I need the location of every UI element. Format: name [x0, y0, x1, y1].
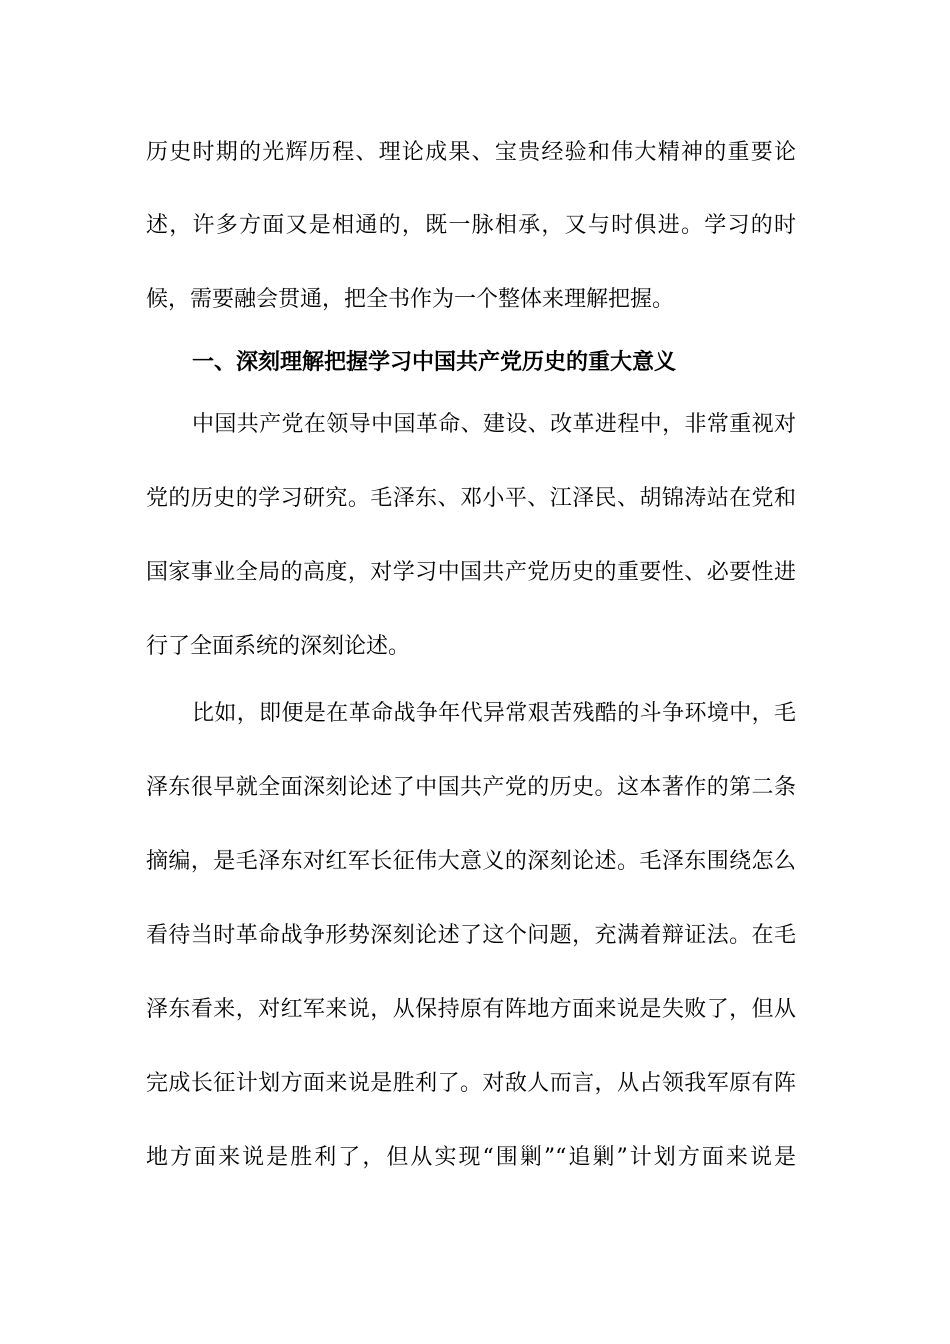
paragraph2-line-7: 地方面来说是胜利了，但从实现“围剿”“追剿”计划方面来说是 — [146, 1145, 796, 1170]
intro-line-3: 候，需要融会贯通，把全书作为一个整体来理解把握。 — [146, 287, 675, 312]
paragraph2-line-2: 泽东很早就全面深刻论述了中国共产党的历史。这本著作的第二条 — [146, 775, 796, 800]
paragraph2-line-4: 看待当时革命战争形势深刻论述了这个问题，充满着辩证法。在毛 — [146, 923, 796, 948]
paragraph2-line-1: 比如，即便是在革命战争年代异常艰苦残酷的斗争环境中，毛 — [192, 701, 796, 726]
intro-line-2: 述，许多方面又是相通的，既一脉相承，又与时俱进。学习的时 — [146, 213, 796, 238]
intro-line-1: 历史时期的光辉历程、理论成果、宝贵经验和伟大精神的重要论 — [146, 140, 796, 165]
paragraph2-line-6: 完成长征计划方面来说是胜利了。对敌人而言，从占领我军原有阵 — [146, 1071, 796, 1096]
paragraph2-line-3: 摘编，是毛泽东对红军长征伟大意义的深刻论述。毛泽东围绕怎么 — [146, 849, 796, 874]
paragraph1-line-2: 党的历史的学习研究。毛泽东、邓小平、江泽民、胡锦涛站在党和 — [146, 486, 796, 511]
paragraph1-line-4: 行了全面系统的深刻论述。 — [146, 634, 411, 659]
paragraph1-line-3: 国家事业全局的高度，对学习中国共产党历史的重要性、必要性进 — [146, 560, 796, 585]
section-heading: 一、深刻理解把握学习中国共产党历史的重大意义 — [192, 350, 677, 375]
paragraph2-line-5: 泽东看来，对红军来说，从保持原有阵地方面来说是失败了，但从 — [146, 997, 796, 1022]
paragraph1-line-1: 中国共产党在领导中国革命、建设、改革进程中，非常重视对 — [192, 412, 796, 437]
